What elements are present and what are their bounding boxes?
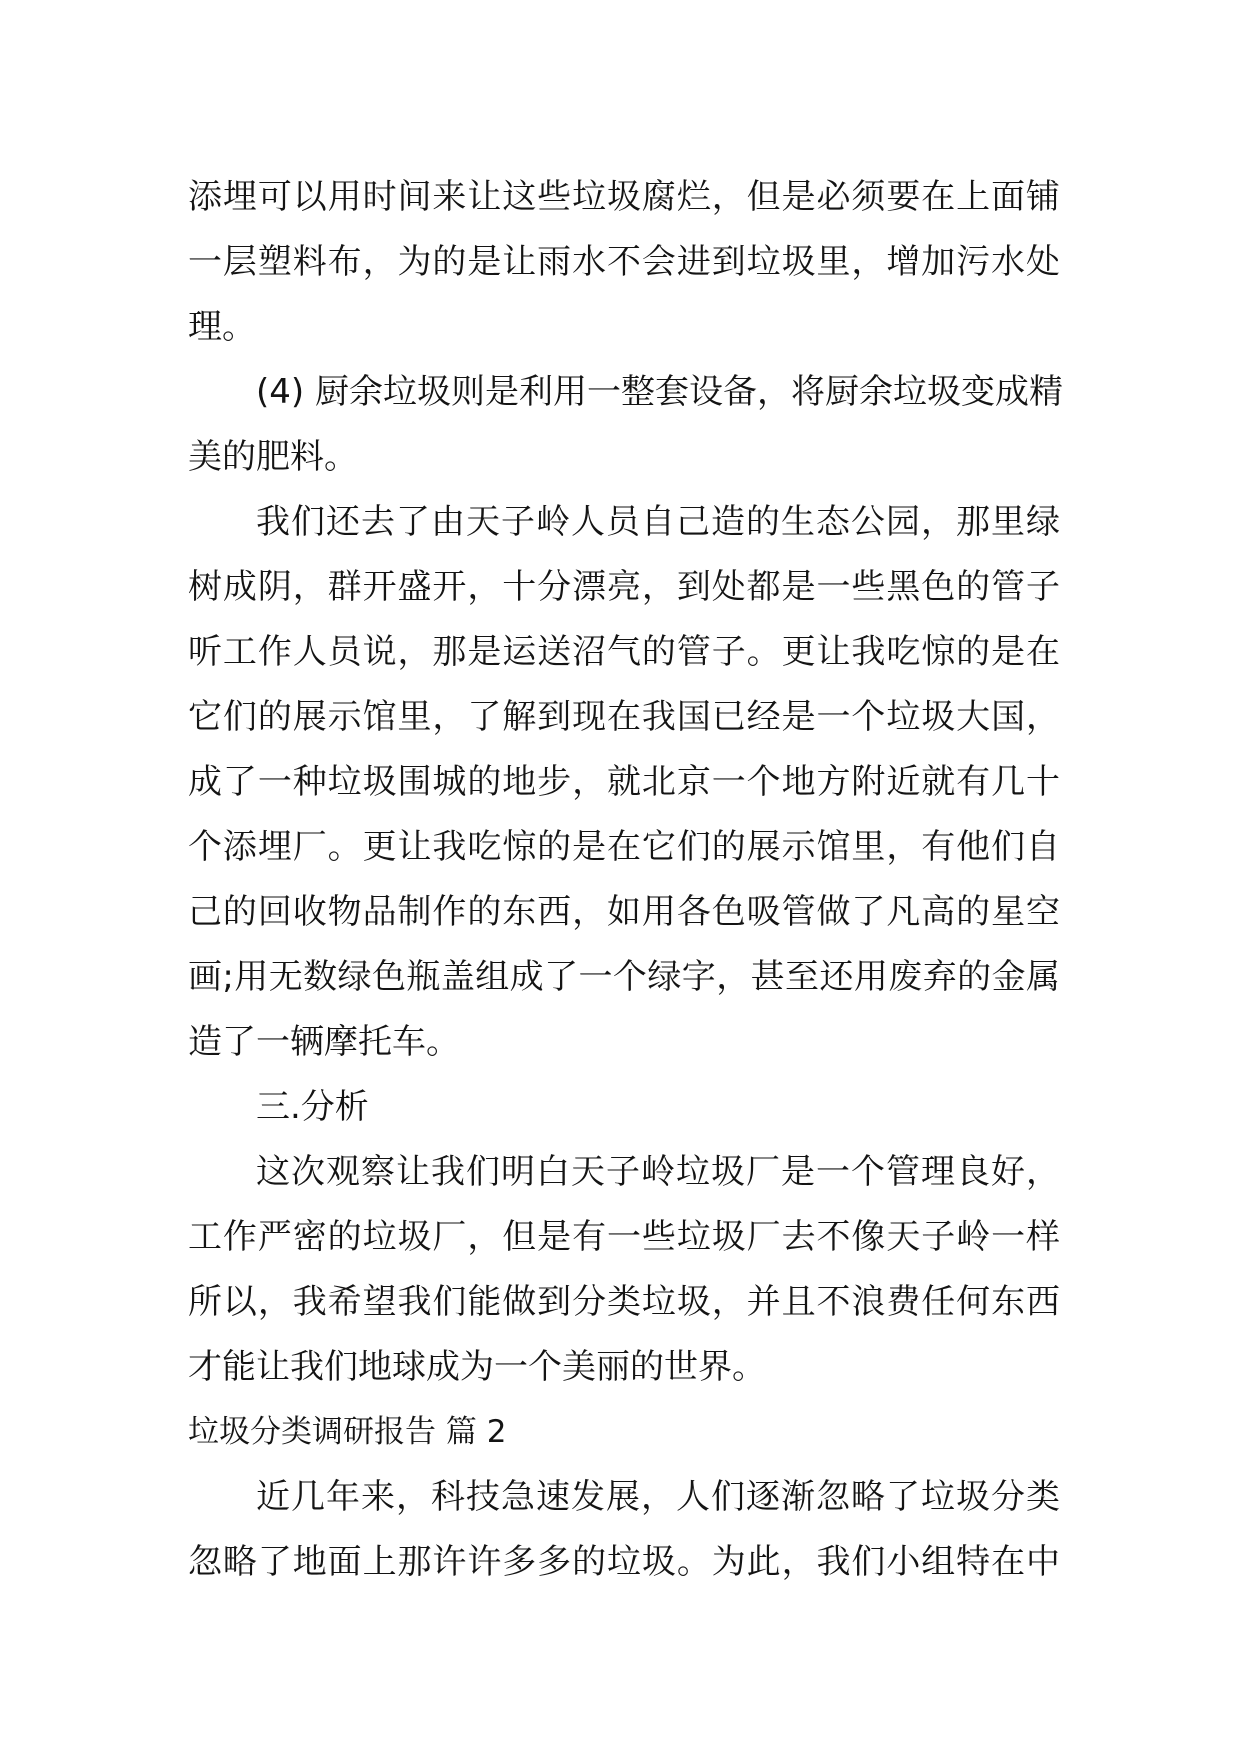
paragraph-line: 美的肥料。 <box>188 437 358 477</box>
paragraph-line: 添埋可以用时间来让这些垃圾腐烂，但是必须要在上面铺 <box>188 177 1060 217</box>
article-title: 垃圾分类调研报告 篇 2 <box>188 1414 507 1450</box>
paragraph-line: 听工作人员说，那是运送沼气的管子。更让我吃惊的是在 <box>188 632 1060 672</box>
paragraph-line: 个添埋厂。更让我吃惊的是在它们的展示馆里，有他们自 <box>188 827 1060 867</box>
paragraph-line: 我们还去了由天子岭人员自己造的生态公园，那里绿 <box>256 502 1060 542</box>
paragraph-line: 己的回收物品制作的东西，如用各色吸管做了凡高的星空 <box>188 892 1060 932</box>
paragraph-line: 一层塑料布，为的是让雨水不会进到垃圾里，增加污水处 <box>188 242 1060 282</box>
document-body <box>188 165 1063 1595</box>
section-heading: 三.分析 <box>256 1087 369 1127</box>
paragraph-line: 才能让我们地球成为一个美丽的世界。 <box>188 1347 766 1387</box>
paragraph-line: 它们的展示馆里，了解到现在我国已经是一个垃圾大国， <box>188 697 1060 737</box>
paragraph-line: 近几年来，科技急速发展，人们逐渐忽略了垃圾分类 <box>256 1477 1060 1517</box>
paragraph-line: 造了一辆摩托车。 <box>188 1022 460 1062</box>
paragraph-line: 理。 <box>188 307 256 347</box>
paragraph-line: 成了一种垃圾围城的地步，就北京一个地方附近就有几十 <box>188 762 1060 802</box>
paragraph-line: 这次观察让我们明白天子岭垃圾厂是一个管理良好， <box>256 1152 1060 1192</box>
paragraph-line: 工作严密的垃圾厂，但是有一些垃圾厂去不像天子岭一样 <box>188 1217 1060 1257</box>
paragraph-line: (4) 厨余垃圾则是利用一整套设备，将厨余垃圾变成精 <box>256 372 1063 412</box>
paragraph-line: 树成阴，群开盛开，十分漂亮，到处都是一些黑色的管子 <box>188 567 1060 607</box>
paragraph-line: 画;用无数绿色瓶盖组成了一个绿字，甚至还用废弃的金属 <box>188 957 1060 997</box>
paragraph-line: 所以，我希望我们能做到分类垃圾，并且不浪费任何东西 <box>188 1282 1060 1322</box>
paragraph-line: 忽略了地面上那许许多多的垃圾。为此，我们小组特在中 <box>188 1542 1060 1582</box>
